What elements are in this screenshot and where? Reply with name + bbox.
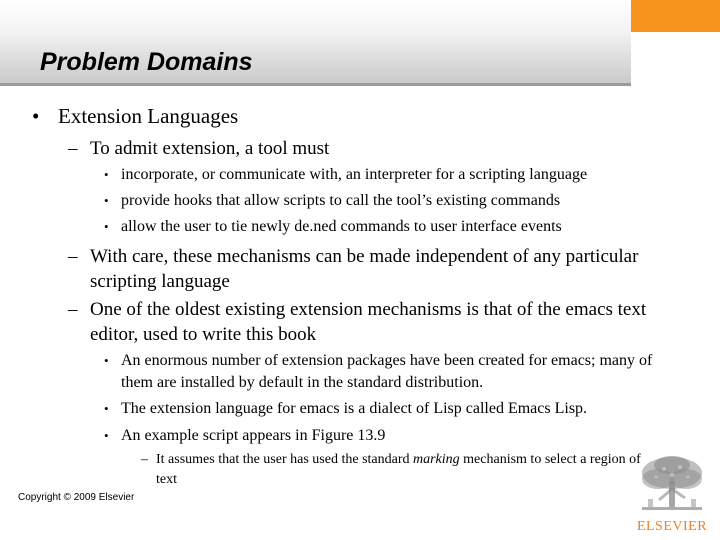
sub-bullet-text: With care, these mechanisms can be made independent of any particular scripting language <box>90 246 639 292</box>
list-item-text: allow the user to tie newly de.ned commands to user interface events <box>121 218 562 235</box>
dot-marker: • <box>104 219 109 234</box>
emphasized-word: marking <box>413 452 460 467</box>
list-item-text: An enormous number of extension packages have been created for emacs; many of them are installed by default in the standard distribution. <box>121 352 653 391</box>
list-item-text: An example script appears in Figure 13.9 <box>121 427 386 444</box>
title-bar-shadow <box>0 83 631 86</box>
corner-accent <box>631 0 720 32</box>
list-item <box>104 190 684 212</box>
list-item <box>104 216 684 238</box>
list-item <box>104 164 684 186</box>
sub-bullet-text: To admit extension, a tool must <box>90 138 330 159</box>
list-item <box>104 350 684 393</box>
sub-bullet-text: One of the oldest existing extension mechanisms is that of the emacs text editor, used to write this book <box>90 299 647 345</box>
list-item-text: provide hooks that allow scripts to call the tool’s existing commands <box>121 192 561 209</box>
dot-marker: • <box>104 167 109 182</box>
bullet-marker: • <box>32 104 40 128</box>
list-item <box>104 425 684 447</box>
dot-marker: • <box>104 353 109 368</box>
list-item-text: incorporate, or communicate with, an interpreter for a scripting language <box>121 166 588 183</box>
logo-wordmark: ELSEVIER <box>636 519 708 534</box>
list-item <box>104 398 684 420</box>
dot-marker: • <box>104 428 109 443</box>
dash-marker: – <box>68 299 78 320</box>
sub-bullet-admit-extension <box>68 136 688 161</box>
sub-bullet-emacs <box>68 297 688 347</box>
sub-sub-bullet-text <box>156 450 661 490</box>
elsevier-logo <box>628 453 716 537</box>
bullet-text: Extension Languages <box>58 104 239 128</box>
sub-sub-bullet-marking <box>141 450 661 490</box>
dash-marker: – <box>68 246 78 267</box>
tree-icon <box>628 453 716 519</box>
text-before-emphasis: It assumes that the user has used the standard <box>156 452 413 467</box>
dash-marker: – <box>68 138 78 159</box>
slide-title: Problem Domains <box>40 48 253 76</box>
dot-marker: • <box>104 193 109 208</box>
copyright-notice: Copyright © 2009 Elsevier <box>18 492 135 503</box>
text-after-emphasis: mechanism to select a region of text <box>156 452 641 487</box>
list-item-text: The extension language for emacs is a dialect of Lisp called Emacs Lisp. <box>121 400 588 417</box>
dot-marker: • <box>104 401 109 416</box>
dash-marker: – <box>141 452 148 467</box>
sub-bullet-with-care <box>68 244 688 294</box>
